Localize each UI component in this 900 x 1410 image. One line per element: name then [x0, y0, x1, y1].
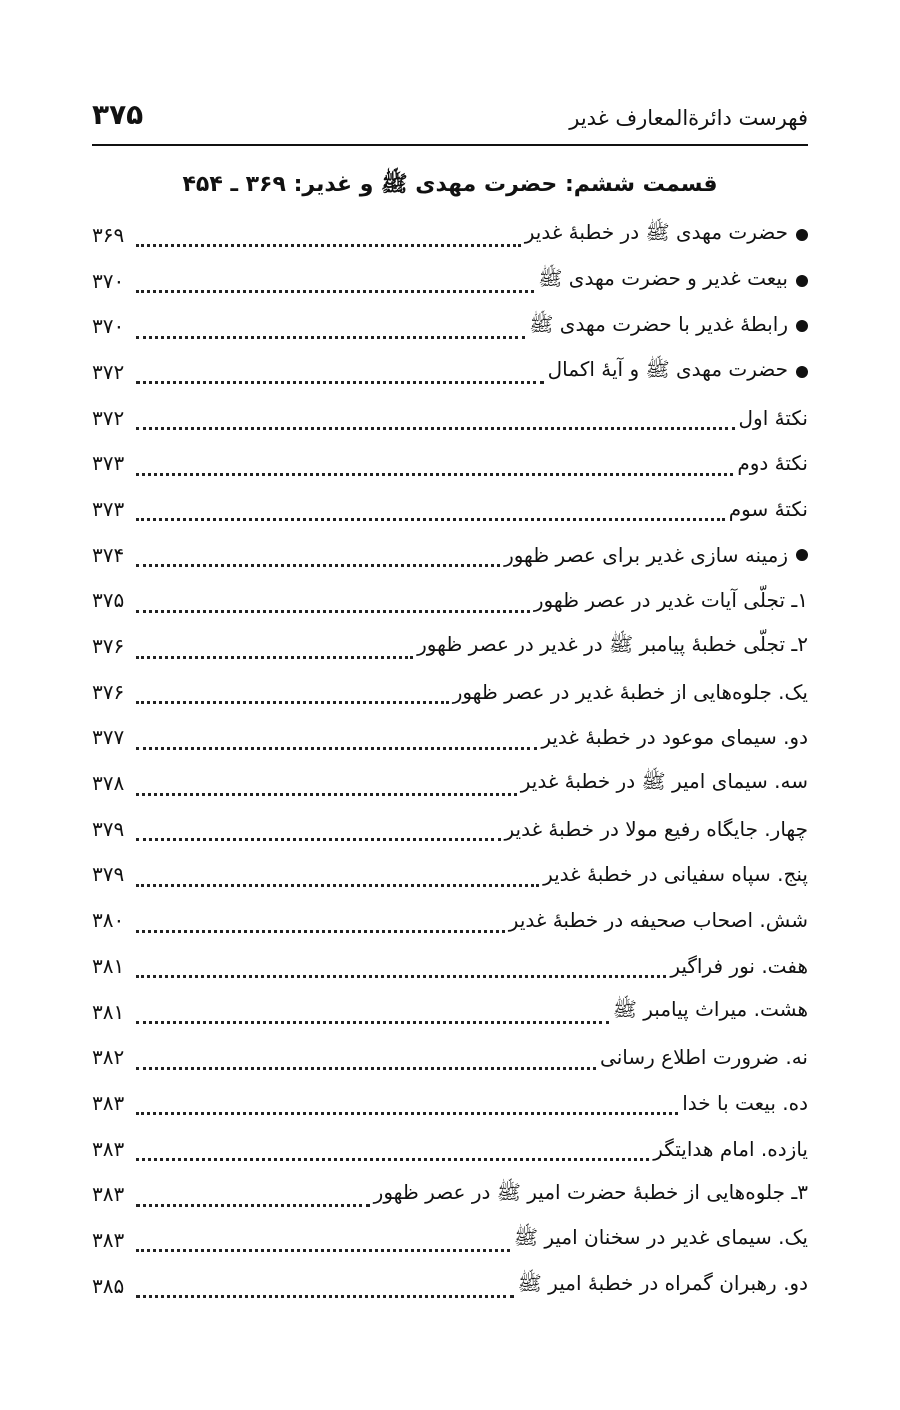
toc-entry-label: یک. سیمای غدیر در سخنان امیر ﷺ [513, 1225, 808, 1250]
toc-entry-page: ۳۸۲ [92, 1045, 125, 1070]
toc-entry-page: ۳۷۶ [92, 634, 125, 659]
toc-entry-page: ۳۷۶ [92, 679, 125, 704]
dot-leader [136, 363, 544, 384]
toc-entry-label: چهار. جایگاه رفیع مولا در خطبهٔ غدیر [504, 816, 808, 841]
toc-entry [92, 1126, 808, 1172]
toc-entry-page: ۳۶۹ [92, 222, 125, 247]
toc-entry-page: ۳۷۸ [92, 771, 125, 796]
toc-entry [92, 897, 808, 943]
section-title: قسمت ششم: حضرت مهدی ﷺ و غدیر: ۳۶۹ ـ ۴۵۴ [182, 172, 718, 197]
toc-entry [92, 715, 808, 761]
toc-entry [92, 1263, 808, 1309]
dot-leader [136, 866, 539, 887]
dot-leader [136, 272, 534, 293]
running-title: فهرست دائرةالمعارف غدیر [569, 106, 808, 130]
toc-entry-label: زمینه سازی غدیر برای عصر ظهور [504, 542, 788, 567]
dot-leader [136, 683, 449, 704]
toc-entry-label: شش. اصحاب صحیفه در خطبهٔ غدیر [508, 908, 808, 933]
toc-entry [92, 258, 808, 304]
toc-entry [92, 212, 808, 258]
toc-entry [92, 1171, 808, 1217]
toc-entry-page: ۳۷۹ [92, 862, 125, 887]
bullet-icon [796, 320, 808, 332]
toc-entry-label: نکتهٔ سوم [728, 496, 808, 521]
toc-entry-page: ۳۷۷ [92, 725, 125, 750]
toc-entry [92, 806, 808, 852]
page-header [92, 96, 808, 146]
dot-leader [136, 729, 537, 750]
toc-entry-page: ۳۸۰ [92, 908, 125, 933]
toc-entry [92, 943, 808, 989]
toc-entry [92, 669, 808, 715]
toc-entry [92, 760, 808, 806]
toc-entry-page: ۳۷۰ [92, 268, 125, 293]
dot-leader [136, 820, 501, 841]
toc-entry-label: حضرت مهدی ﷺ و آیهٔ اکمال [547, 357, 788, 382]
dot-leader [136, 592, 530, 613]
toc-entry-label: بیعت غدیر و حضرت مهدی ﷺ [538, 266, 788, 291]
dot-leader [136, 1277, 514, 1298]
toc-entry-label: هشت. میراث پیامبر ﷺ [612, 997, 808, 1022]
toc-entry-page: ۳۸۳ [92, 1136, 125, 1161]
toc-entry [92, 395, 808, 441]
toc-entry [92, 623, 808, 669]
toc-entry-label: یازده. امام هدایتگر [653, 1136, 808, 1161]
dot-leader [136, 226, 521, 247]
toc-entry-page: ۳۷۳ [92, 451, 125, 476]
toc-entry [92, 1217, 808, 1263]
dot-leader [136, 455, 733, 476]
dot-leader [136, 1094, 678, 1115]
toc-entry [92, 303, 808, 349]
toc-entry [92, 852, 808, 898]
toc-entry-page: ۳۷۵ [92, 588, 125, 613]
toc-entry-page: ۳۷۰ [92, 314, 125, 339]
toc-entry-label: حضرت مهدی ﷺ در خطبهٔ غدیر [524, 220, 788, 245]
dot-leader [136, 546, 500, 567]
toc-entry-label: یک. جلوه‌هایی از خطبهٔ غدیر در عصر ظهور [452, 679, 808, 704]
toc-entry [92, 440, 808, 486]
bullet-icon [796, 549, 808, 561]
toc-entry-label: نکتهٔ دوم [737, 451, 808, 476]
toc-entry [92, 989, 808, 1035]
bullet-icon [796, 229, 808, 241]
toc-entry-page: ۳۸۳ [92, 1090, 125, 1115]
toc-entry-label: سه. سیمای امیر ﷺ در خطبهٔ غدیر [520, 768, 808, 793]
toc-entry-page: ۳۸۱ [92, 999, 125, 1024]
toc-entry-page: ۳۷۳ [92, 496, 125, 521]
dot-leader [136, 1231, 510, 1252]
toc-entry-page: ۳۷۲ [92, 359, 125, 384]
page-number: ۳۷۵ [92, 98, 144, 131]
bullet-icon [796, 366, 808, 378]
toc-entry-page: ۳۷۴ [92, 542, 125, 567]
dot-leader [136, 1049, 596, 1070]
dot-leader [136, 957, 666, 978]
dot-leader [136, 1140, 649, 1161]
toc-entry-label: ۳ـ جلوه‌هایی از خطبهٔ حضرت امیر ﷺ در عصر ظهور [373, 1179, 808, 1204]
toc-entry [92, 486, 808, 532]
toc-entry-label: هفت. نور فراگیر [670, 953, 808, 978]
toc-entry-label: ۲ـ تجلّی خطبهٔ پیامبر ﷺ در غدیر در عصر ظهور [417, 631, 808, 656]
toc-entry [92, 1080, 808, 1126]
toc-entry-label: دو. سیمای موعود در خطبهٔ غدیر [541, 725, 808, 750]
toc-entry-page: ۳۷۹ [92, 816, 125, 841]
toc-entry-page: ۳۷۲ [92, 405, 125, 430]
toc-entry-page: ۳۸۱ [92, 953, 125, 978]
bullet-icon [796, 275, 808, 287]
toc-entry-label: ۱ـ تجلّی آیات غدیر در عصر ظهور [533, 588, 808, 613]
dot-leader [136, 638, 413, 659]
toc-entry [92, 1034, 808, 1080]
toc-entry-page: ۳۸۵ [92, 1273, 125, 1298]
toc-entry-label: نه. ضرورت اطلاع رسانی [600, 1045, 808, 1070]
dot-leader [136, 409, 735, 430]
dot-leader [136, 912, 505, 933]
toc-entry-page: ۳۸۳ [92, 1182, 125, 1207]
dot-leader [136, 318, 525, 339]
toc-entry-label: ده. بیعت با خدا [682, 1090, 808, 1115]
toc-entry [92, 349, 808, 395]
dot-leader [136, 1186, 370, 1207]
dot-leader [136, 1003, 609, 1024]
toc-entry [92, 532, 808, 578]
toc-entry-label: رابطهٔ غدیر با حضرت مهدی ﷺ [529, 311, 788, 336]
table-of-contents [92, 212, 808, 1309]
toc-entry [92, 578, 808, 624]
toc-entry-label: دو. رهبران گمراه در خطبهٔ امیر ﷺ [517, 1271, 808, 1296]
toc-entry-page: ۳۸۳ [92, 1227, 125, 1252]
toc-entry-label: پنج. سپاه سفیانی در خطبهٔ غدیر [543, 862, 808, 887]
toc-entry-label: نکتهٔ اول [738, 405, 808, 430]
dot-leader [136, 500, 725, 521]
dot-leader [136, 775, 517, 796]
